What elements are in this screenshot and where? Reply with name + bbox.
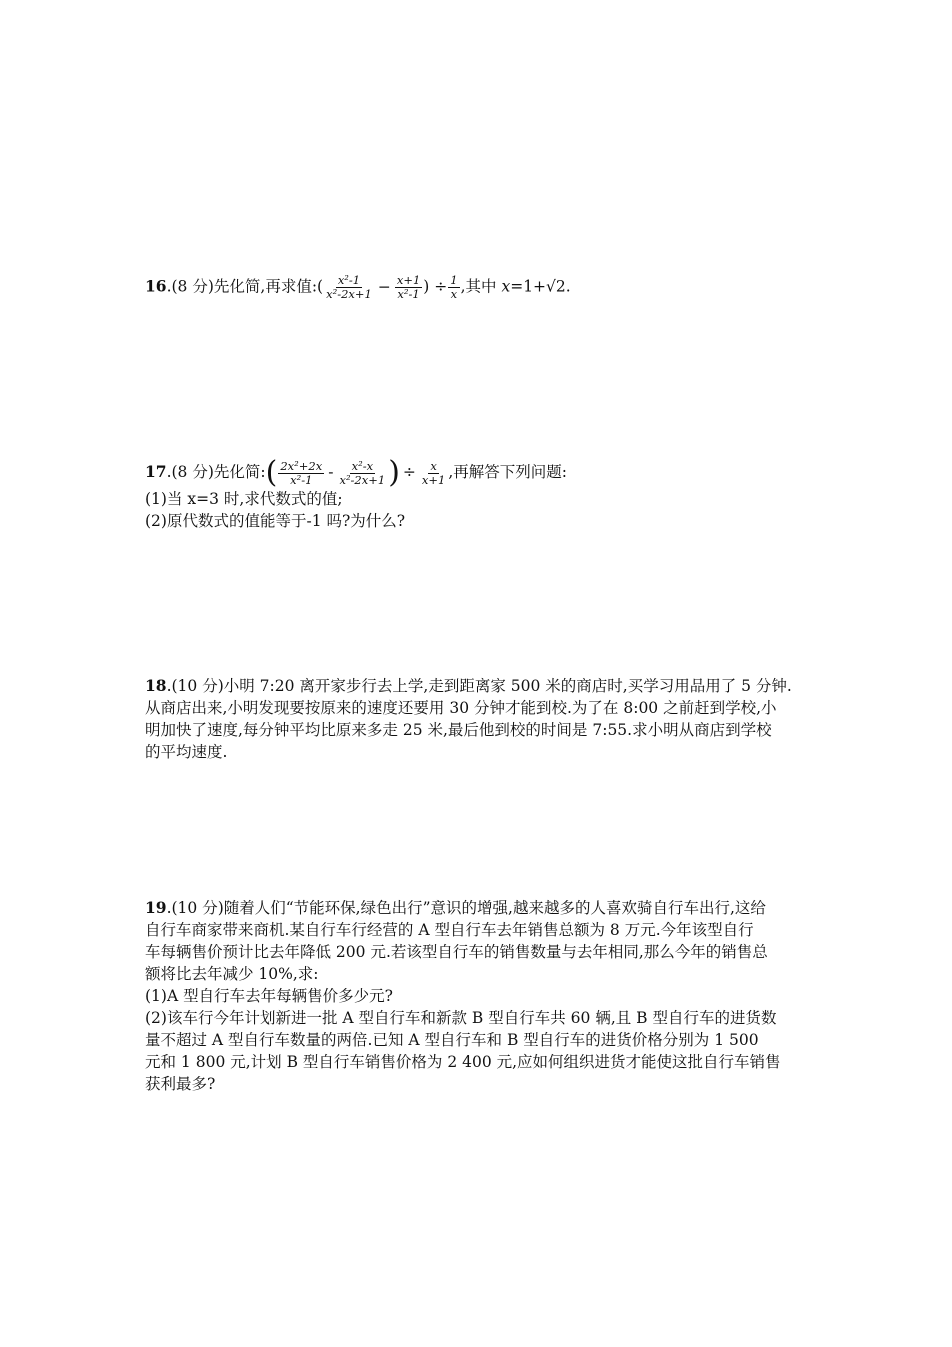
q19-line-8: 元和 1 800 元,计划 B 型自行车销售价格为 2 400 元,应如何组织进货才能使这批自行车销售	[145, 1053, 781, 1071]
question-18	[145, 675, 815, 763]
q19-line-2: 自行车商家带来商机.某自行车行经营的 A 型自行车去年销售总额为 8 万元.今年该型自行	[145, 921, 754, 939]
question-16	[145, 274, 815, 301]
q17-right-paren: )	[388, 455, 400, 490]
question-17	[145, 455, 815, 532]
q19-subquestion-1: (1)A 型自行车去年每辆售价多少元?	[145, 987, 393, 1005]
q19-line-9: 获利最多?	[145, 1075, 216, 1093]
q16-head: .(8 分)先化简,再求值:(	[166, 277, 324, 296]
q16-fraction-1: $\frac{\text{x²-1}}{\text{x²-2x+1}}$	[326, 273, 372, 301]
q18-line-2: 从商店出来,小明发现要按原来的速度还要用 30 分钟才能到校.为了在 8:00 之前赶到学校,小	[145, 699, 777, 717]
q17-fraction-1: $\frac{\text{2x²+2x}}{\text{x²-1}}$	[280, 458, 323, 487]
q19-line-7: 量不超过 A 型自行车数量的两倍.已知 A 型自行车和 B 型自行车的进货价格分别为 1 500	[145, 1031, 759, 1049]
q18-line-3: 明加快了速度,每分钟平均比原来多走 25 米,最后他到校的时间是 7:55.求小明从商店到学校	[145, 721, 772, 739]
q17-head: .(8 分)先化简:	[166, 463, 266, 481]
q16-fraction-2: $\frac{x+1}{\text{x²-1}}$	[396, 273, 421, 301]
q16-line: 16.(8 分)先化简,再求值:( $\frac{\text{x²-1}}{\text{x²-2x+1}}$ − $\frac{x+1}{\text{x²-1}}$ ) ÷ $\frac{1}{x}$ ,其中 x=1+√2.	[145, 273, 571, 301]
q18-line-4: 的平均速度.	[145, 743, 228, 761]
q18-number: 18	[145, 676, 167, 695]
q19-line-3: 车每辆售价预计比去年降低 200 元.若该型自行车的销售数量与去年相同,那么今年的销售总	[145, 943, 768, 961]
q19-line-4: 额将比去年减少 10%,求:	[145, 965, 319, 983]
q17-line-1: 17.(8 分)先化简:( $\frac{\text{2x²+2x}}{\text{x²-1}}$ - $\frac{\text{x²-x}}{\text{x²-2x+1}}$ ) ÷ $\frac{x}{x+1}$ ,再解答下列问题:	[145, 455, 568, 490]
q19-line-6: (2)该车行今年计划新进一批 A 型自行车和新款 B 型自行车共 60 辆,且 B 型自行车的进货数	[145, 1009, 777, 1027]
q17-fraction-3: $\frac{x}{x+1}$	[421, 458, 446, 487]
q16-number: 16	[145, 276, 167, 296]
q17-fraction-2: $\frac{\text{x²-x}}{\text{x²-2x+1}}$	[339, 458, 386, 487]
q18-line-1: 18.(10 分)小明 7:20 离开家步行去上学,走到距离家 500 米的商店时,买学习用品用了 5 分钟.	[145, 676, 792, 695]
q17-number: 17	[145, 462, 167, 481]
q17-left-paren: (	[265, 455, 278, 490]
q19-line-1: 19.(10 分)随着人们“节能环保,绿色出行”意识的增强,越来越多的人喜欢骑自行车出行,这给	[145, 898, 766, 917]
q19-number: 19	[145, 898, 167, 917]
q16-fraction-3: $\frac{1}{x}$	[450, 273, 458, 301]
q17-subquestion-1: (1)当 x=3 时,求代数式的值;	[145, 490, 343, 508]
question-19	[145, 897, 815, 1095]
q17-subquestion-2: (2)原代数式的值能等于-1 吗?为什么?	[145, 512, 406, 530]
